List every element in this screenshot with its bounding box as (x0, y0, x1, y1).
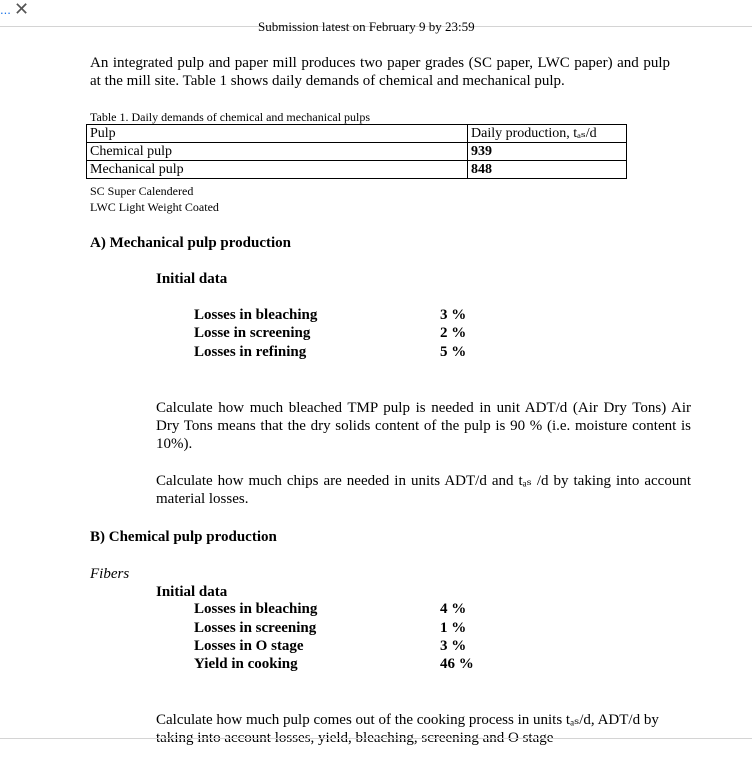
header-cutoff-text: Submission latest on February 9 by 23:59 (258, 19, 475, 34)
loss-value: 2 % (440, 325, 467, 341)
loss-label: Losses in refining (194, 344, 307, 360)
section-b-initial-data: Initial data (156, 584, 228, 600)
table-cell-pulp: Chemical pulp (87, 143, 468, 161)
loss-label: Yield in cooking (194, 656, 298, 672)
table-note-lwc: LWC Light Weight Coated (90, 200, 219, 214)
section-a-initial-data: Initial data (156, 271, 228, 287)
loss-value: 4 % (440, 601, 467, 617)
table-header-row (87, 125, 627, 143)
loss-value: 46 % (440, 656, 474, 672)
section-a-title: A) Mechanical pulp production (90, 235, 291, 251)
section-a-paragraph-1: Calculate how much bleached TMP pulp is needed in unit ADT/d (Air Dry Tons) Air Dry Tons means that the dry solids content of the pulp is 90 % (i.e. moisture content is 10%). (156, 400, 691, 452)
close-icon[interactable]: ✕ (14, 0, 30, 19)
loss-label: Losses in screening (194, 620, 317, 636)
section-b-paragraph-1: Calculate how much pulp comes out of the cooking process in units tₐₛ/d, ADT/d by (156, 712, 659, 728)
demand-table (86, 124, 627, 179)
loss-label: Losses in O stage (194, 638, 304, 654)
section-b-title: B) Chemical pulp production (90, 529, 277, 545)
loss-label: Losse in screening (194, 325, 311, 341)
fibers-label: Fibers (90, 566, 130, 582)
loss-value: 3 % (440, 307, 467, 323)
table-row (87, 143, 627, 161)
table-header-pulp: Pulp (87, 125, 468, 143)
loss-label: Losses in bleaching (194, 307, 318, 323)
table-cell-value: 848 (468, 161, 627, 179)
table-cell-pulp: Mechanical pulp (87, 161, 468, 179)
loss-value: 3 % (440, 638, 467, 654)
viewport-bottom-border (0, 738, 752, 739)
loss-label: Losses in bleaching (194, 601, 318, 617)
table-note-sc: SC Super Calendered (90, 184, 194, 198)
intro-paragraph: An integrated pulp and paper mill produces two paper grades (SC paper, LWC paper) and pulp at the mill site. Table 1 shows daily demands of chemical and mechanical pulp. (90, 55, 670, 89)
loss-value: 5 % (440, 344, 467, 360)
more-icon[interactable]: ... (0, 2, 11, 17)
table-header-production: Daily production, tₐₛ/d (468, 125, 627, 143)
loss-value: 1 % (440, 620, 467, 636)
table-row (87, 161, 627, 179)
section-b-paragraph-cutoff: taking into account losses, yield, bleaching, screening and O stage (156, 730, 554, 746)
section-a-paragraph-2: Calculate how much chips are needed in units ADT/d and tₐₛ /d by taking into account material losses. (156, 473, 691, 507)
table-caption: Table 1. Daily demands of chemical and mechanical pulps (90, 110, 371, 124)
table-cell-value: 939 (468, 143, 627, 161)
